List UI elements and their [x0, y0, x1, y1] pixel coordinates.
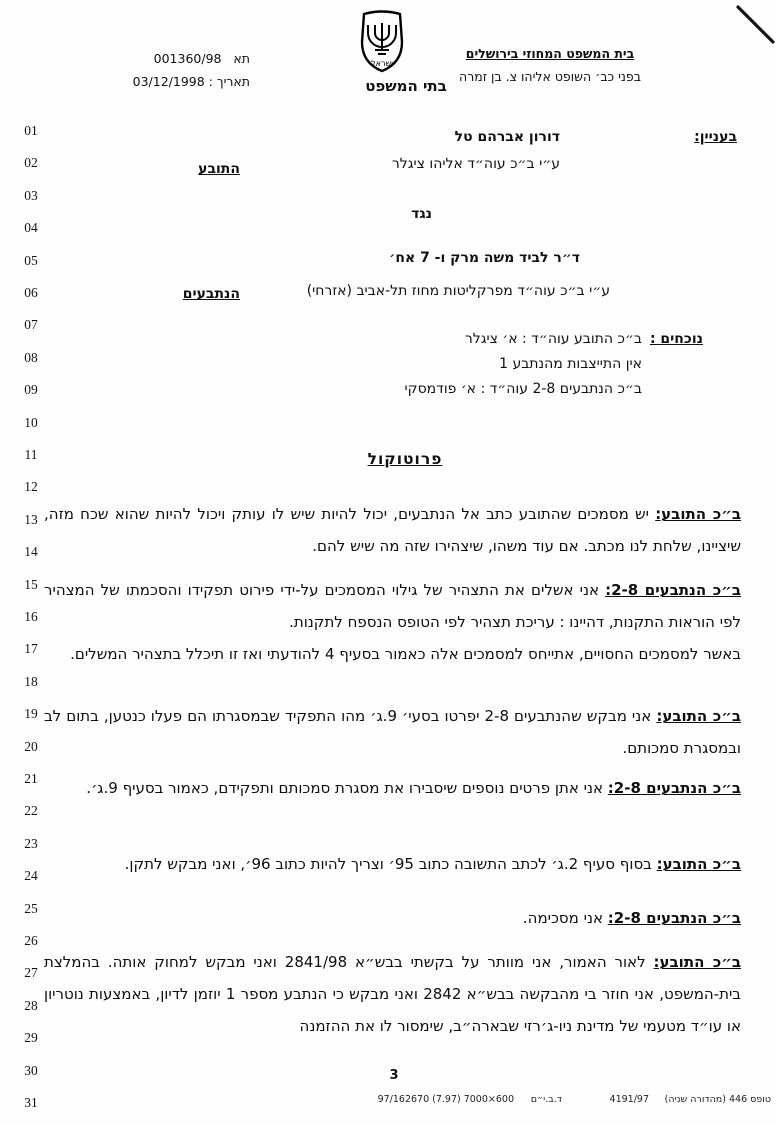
page-number: 3	[389, 1068, 399, 1083]
line-number: 21	[24, 771, 38, 786]
attendance-line: אין התייצבות מהנתבע 1	[499, 356, 642, 372]
line-number: 05	[24, 252, 38, 268]
case-number: 001360/98	[153, 51, 222, 66]
line-number: 03	[24, 187, 38, 203]
order-number: 4191/97	[609, 1094, 649, 1105]
line-number: 11	[24, 447, 38, 462]
attendance-line: ב״כ התובע עוה״ד : א׳ ציגלר	[464, 331, 642, 347]
line-number: 06	[24, 285, 38, 300]
protocol-paragraph	[44, 772, 741, 804]
line-number: 31	[24, 1095, 38, 1110]
line-number: 26	[24, 933, 38, 948]
protocol-paragraph	[44, 902, 741, 934]
versus-label: נגד	[411, 206, 432, 222]
line-number: 29	[24, 1030, 38, 1046]
line-number: 22	[24, 803, 38, 819]
speech-text: בסוף סעיף 2.ג׳ לכתב התשובה כתוב 95׳ וצריך להיות כתוב 96׳, ואני מבקש לתקן.	[124, 855, 652, 873]
defendants-representation: ע״י ב״כ עוה״ד מפרקליטות מחוז תל-אביב (אזרחי)	[306, 283, 610, 299]
speaker-label: ב״כ הנתבעים 2-8:	[605, 581, 741, 599]
printer-mark: ד.ב.י״ם	[530, 1094, 562, 1105]
line-number: 25	[24, 900, 38, 916]
speech-text: אני מסכימה.	[522, 909, 604, 927]
line-number: 19	[24, 706, 38, 722]
plaintiff-representation: ע״י ב״כ עוה״ד אליהו ציגלר	[391, 156, 560, 172]
line-number: 16	[24, 609, 38, 624]
speaker-label: ב״כ התובע:	[653, 953, 742, 971]
pen-mark-stroke	[735, 4, 776, 46]
line-number: 27	[24, 965, 38, 981]
case-number-line	[133, 47, 250, 70]
line-number: 10	[24, 414, 38, 430]
court-header	[448, 46, 652, 84]
line-number: 20	[24, 738, 38, 754]
defendants-role-label: הנתבעים	[182, 286, 240, 302]
line-number: 17	[24, 641, 38, 657]
form-label: טופס 446 (מהדורה שניה)	[664, 1094, 771, 1105]
line-number: 07	[24, 317, 38, 333]
protocol-paragraph	[44, 946, 741, 1042]
speech-text: אני אשלים את התצהיר של גילוי המסמכים על-ידי פירוט תפקידו והסכמתו של המצהיר לפי הוראות התקנות, דהיינו : עריכת תצהיר לפי הטופס הנספח לתקנות.	[44, 581, 741, 631]
print-code: 97/162670 (7.97) 7000×600	[377, 1094, 514, 1105]
line-number: 13	[24, 511, 38, 527]
line-number: 15	[24, 576, 38, 592]
line-number: 30	[24, 1062, 38, 1078]
line-number: 04	[24, 220, 38, 236]
line-number: 02	[24, 155, 38, 171]
attendance-label: נוכחים :	[649, 331, 703, 347]
courts-title: בתי המשפט	[365, 77, 447, 95]
speech-text: אני אתן פרטים נוספים שיסבירו את מסגרת סמכותם ותפקידם, כאמור בסעיף 9.ג׳.	[86, 779, 604, 797]
line-number: 23	[24, 835, 38, 851]
speech-text: אני מבקש שהנתבעים 2-8 יפרטו בסעי׳ 9.ג׳ מהו התפקיד שבמסגרתו הם פעלו כנטען, בתום לב ובמסגרת סמכותם.	[44, 707, 741, 757]
line-number: 18	[24, 673, 38, 689]
speaker-label: ב״כ התובע:	[656, 707, 741, 725]
speech-text: לאור האמור, אני מוותר על בקשתי בבש״א 2841/98 ואני מבקש למחוק אותה. בהמלצת בית-המשפט, אני חוזר בי מהבקשה בבש״א 2842 ואני מבקש כי הנתבע מספר 1 יוזמן לדיון, באמצעות נוטריון או עו״ד מטעמי של מדינת ניו-ג׳רזי שבארה״ב, שימסור לו את ההזמנה	[44, 953, 741, 1035]
line-number: 08	[24, 349, 38, 365]
speaker-label: ב״כ התובע:	[656, 855, 741, 873]
date-value: 03/12/1998	[132, 74, 205, 89]
protocol-title: פרוטוקול	[367, 450, 443, 468]
plaintiff-name: דורון אברהם טל	[454, 129, 560, 145]
israel-state-emblem-icon	[356, 8, 408, 74]
plaintiff-role-label: התובע	[198, 161, 240, 177]
speech-text: באשר למסמכים החסויים, אתייחס למסמכים אלה כאמור בסעיף 4 להודעתי ואז זו תיכלל בתצהיר המשלים.	[70, 645, 741, 663]
line-number: 14	[24, 544, 38, 560]
case-label: תא	[233, 51, 250, 66]
line-number: 24	[24, 868, 38, 884]
speaker-label: ב״כ הנתבעים 2-8:	[607, 779, 741, 797]
case-meta-block	[133, 47, 250, 93]
in-re-label: בעניין:	[694, 129, 737, 145]
attendance-line: ב״כ הנתבעים 2-8 עוה״ד : א׳ פודמסקי	[404, 381, 642, 397]
svg-text:ישראל: ישראל	[371, 59, 393, 68]
protocol-paragraph	[44, 700, 741, 764]
speech-text: יש מסמכים שהתובע כתב אל הנתבעים, יכול להיות שיש לו עותק ויכול להיות שהוא שכח מזה, שיציינו, שלחת לנו מכתב. אם עוד משהו, שיצהירו שזה מה שיש להם.	[44, 505, 741, 555]
court-name: בית המשפט המחוזי בירושלים	[465, 46, 635, 61]
protocol-paragraph	[44, 848, 741, 880]
line-number: 28	[24, 997, 38, 1013]
judge-line: בפני כב׳ השופט אליהו צ. בן זמרה	[459, 69, 641, 84]
protocol-paragraph	[44, 574, 741, 670]
speaker-label: ב״כ הנתבעים 2-8:	[607, 909, 741, 927]
protocol-paragraph	[44, 498, 741, 562]
date-line	[133, 70, 250, 93]
line-number: 12	[24, 479, 38, 495]
speaker-label: ב״כ התובע:	[655, 505, 741, 523]
line-number: 01	[24, 123, 38, 138]
defendants-name: ד״ר לביד משה מרק ו- 7 אח׳	[389, 250, 580, 266]
date-label: תאריך :	[208, 74, 250, 89]
line-number: 09	[24, 382, 38, 398]
